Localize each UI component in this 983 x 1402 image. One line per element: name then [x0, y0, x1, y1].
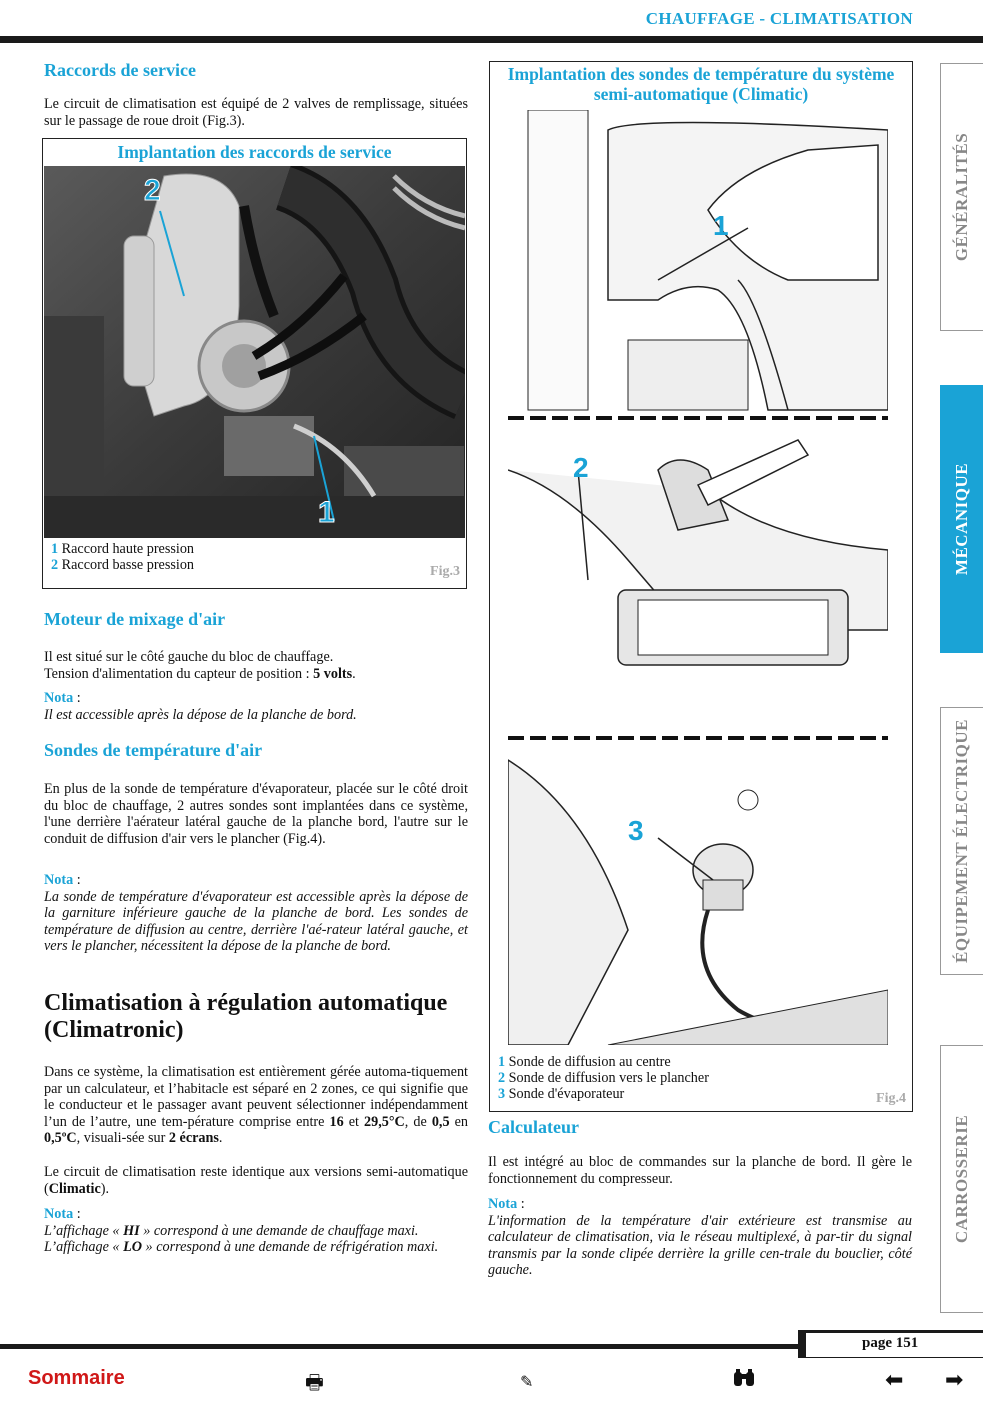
nota-climatronic: Nota : L’affichage « HI » correspond à une demande de chauffage maxi. L’affichage « LO » correspond à une demande de réfrigération maxi. — [44, 1206, 439, 1255]
tab-label: MÉCANIQUE — [952, 462, 971, 576]
tab-label: ÉQUIPEMENT ÉLECTRIQUE — [952, 719, 971, 963]
nota-sondes: Nota : La sonde de température d'évaporateur est accessible après la dépose de la garniture inférieure gauche de la planche de bord. Les sondes de température de diffusion au centre, derrière l'aé-rateur latéral gauche, et vers le plancher, nécessitent la dépose de la planche de bord. — [44, 872, 468, 954]
paragraph-calculateur: Il est intégré au bloc de commandes sur la planche de bord. Il gère le fonctionnement du compresseur. — [488, 1154, 912, 1187]
engine-photo — [44, 166, 465, 538]
paragraph-raccords: Le circuit de climatisation est équipé de 2 valves de remplissage, situées sur le passage de roue droit (Fig.3). — [44, 96, 468, 129]
figure-3 — [42, 138, 467, 589]
edit-icon[interactable]: ✎ — [520, 1372, 534, 1391]
caption-1: 1 Sonde de diffusion au centre — [498, 1054, 671, 1070]
figure-4 — [489, 61, 913, 1112]
figure-label: Fig.4 — [876, 1091, 906, 1106]
printer-icon[interactable]: 🖶 — [305, 1370, 324, 1394]
callout-1: 1 — [713, 210, 729, 241]
caption-1: 1 Raccord haute pression — [51, 541, 195, 557]
caption-2: 2 Sonde de diffusion vers le plancher — [498, 1070, 709, 1086]
figure-title: Implantation des sondes de température du système semi-automatique (Climatic) — [507, 64, 895, 104]
callout-2: 2 — [144, 174, 161, 207]
caption-3: 3 Sonde d'évaporateur — [498, 1086, 625, 1102]
heading-calculateur: Calculateur — [488, 1117, 579, 1137]
climatronic-title: Climatisation à régulation automatique (Climatronic) — [44, 990, 448, 1043]
probe-drawings — [508, 110, 888, 1045]
callout-3: 3 — [628, 815, 644, 846]
header-rule — [0, 36, 983, 43]
paragraph-moteur: Il est situé sur le côté gauche du bloc de chauffage. Tension d'alimentation du capteur de position : 5 volts. — [44, 649, 356, 682]
tab-generalites[interactable] — [940, 63, 983, 331]
page-number: page 151 — [862, 1335, 919, 1351]
heading-raccords: Raccords de service — [44, 60, 196, 80]
nota-calculateur: Nota : L'information de la température d'air extérieure est transmise au calculateur de climatisation, via le réseau multiplexé, à par-tir du signal transmis par la sonde clipée derrière la grille cen-trale du bouclier, côté gauche. — [488, 1196, 912, 1278]
figure-title: Implantation des raccords de service — [117, 142, 392, 162]
heading-moteur: Moteur de mixage d'air — [44, 609, 226, 629]
tab-label: CARROSSERIE — [952, 1114, 971, 1244]
heading-sondes: Sondes de température d'air — [44, 740, 263, 760]
callout-1: 1 — [318, 496, 335, 529]
callout-2: 2 — [573, 452, 589, 483]
figure-label: Fig.3 — [430, 564, 460, 579]
tab-equipement-electrique[interactable] — [940, 707, 983, 975]
arrow-right-icon[interactable]: ➡ — [945, 1368, 964, 1393]
sommaire-link[interactable]: Sommaire — [28, 1367, 125, 1389]
paragraph-climatronic-2: Le circuit de climatisation reste identique aux versions semi-automatique (Climatic). — [44, 1164, 468, 1197]
paragraph-climatronic: Dans ce système, la climatisation est entièrement gérée automa-tiquement par un calculateur, et l’habitacle est séparé en 2 zones, ce qui signifie que le conducteur et le passager avant peuvent sélectionner indépendamment l’un de l’autre, une tem-pérature comprise entre 16 et 29,5°C, de 0,5 en 0,5ºC, visuali-sée sur 2 écrans. — [44, 1064, 468, 1146]
binoculars-icon[interactable] — [732, 1368, 756, 1393]
arrow-left-icon[interactable]: ⬅ — [885, 1368, 904, 1393]
caption-2: 2 Raccord basse pression — [51, 557, 195, 573]
tab-carrosserie[interactable] — [940, 1045, 983, 1313]
tab-label: GÉNÉRALITÉS — [952, 132, 971, 262]
nota-moteur: Nota : Il est accessible après la dépose de la planche de bord. — [44, 690, 357, 723]
tab-mecanique[interactable] — [940, 385, 983, 653]
section-title: CHAUFFAGE - CLIMATISATION — [645, 9, 913, 28]
paragraph-sondes: En plus de la sonde de température d'évaporateur, placée sur le côté droit du bloc de chauffage, 2 autres sondes sont implantées dans ce système, l'une derrière l'aérateur latéral gauche de la planche bord, l'autre sur le conduit de diffusion d'air vers le plancher (Fig.4). — [44, 781, 468, 847]
